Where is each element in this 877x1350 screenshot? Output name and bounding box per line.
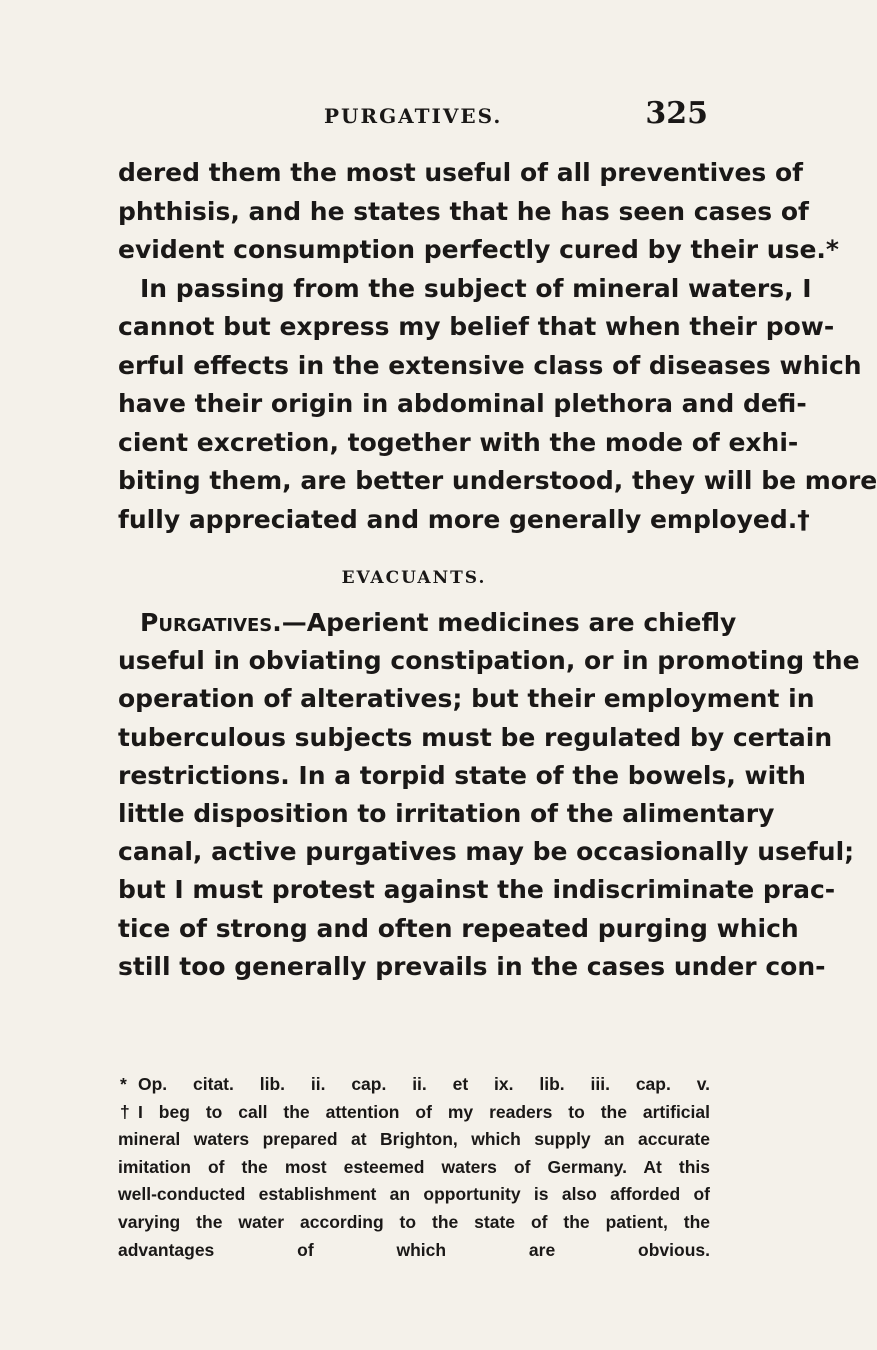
- page-number: 325: [645, 96, 708, 131]
- footnotes: [118, 1071, 710, 1264]
- text-line: tice of strong and often repeated purging which: [118, 913, 799, 943]
- footnote-text: I beg to call the attention of my readers to the artificial: [138, 1101, 710, 1122]
- text-line-rest: —Aperient medicines are chiefly: [281, 608, 737, 637]
- running-head: PURGATIVES.: [324, 104, 503, 128]
- text-line: canal, active purgatives may be occasionally useful;: [118, 837, 855, 867]
- page-header: [118, 96, 708, 136]
- text-line: fully appreciated and more generally employed.†: [118, 504, 810, 534]
- text-line: phthisis, and he states that he has seen cases of: [118, 196, 809, 226]
- footnote-1: [118, 1071, 710, 1099]
- text-line: tuberculous subjects must be regulated by certain: [118, 722, 833, 752]
- text-line: have their origin in abdominal plethora and defi-: [118, 389, 807, 418]
- text-line: little disposition to irritation of the alimentary: [118, 799, 775, 829]
- footnote-mark: †: [120, 1101, 130, 1122]
- text-line: cannot but express my belief that when their pow-: [118, 312, 835, 341]
- footnote-2-line: varying the water according to the state of the patient, the: [118, 1211, 710, 1232]
- text-line: still too generally prevails in the cases under con-: [118, 951, 826, 981]
- footnote-text: Op. citat. lib. ii. cap. ii. et ix. lib. iii. cap. v.: [138, 1074, 710, 1094]
- text-line: cient excretion, together with the mode of exhi-: [118, 427, 799, 457]
- footnote-2-line: advantages of which are obvious.: [118, 1239, 710, 1260]
- footnote-2-line: imitation of the most esteemed waters of Germany. At this: [118, 1156, 710, 1177]
- text-line: biting them, are better understood, they will be more: [118, 466, 877, 495]
- text-line: operation of alteratives; but their employment in: [118, 684, 815, 714]
- main-text-top: [118, 154, 877, 539]
- section-heading: EVACUANTS.: [341, 568, 487, 588]
- text-line: In passing from the subject of mineral waters, I: [140, 273, 812, 303]
- text-line: restrictions. In a torpid state of the bowels, with: [118, 760, 806, 790]
- footnote-2-line: mineral waters prepared at Brighton, which supply an accurate: [118, 1129, 710, 1150]
- text-line: evident consumption perfectly cured by their use.*: [118, 235, 839, 264]
- footnote-2-line: well-conducted establishment an opportunity is also afforded of: [118, 1184, 710, 1205]
- text-line: dered them the most useful of all preventives of: [118, 158, 804, 187]
- footnote-2-line: [118, 1099, 710, 1127]
- section-lead: Purgatives.: [140, 608, 282, 637]
- main-text-bottom: [118, 604, 860, 986]
- text-line: useful in obviating constipation, or in promoting the: [118, 646, 860, 676]
- footnote-mark: *: [120, 1074, 127, 1094]
- text-line: erful effects in the extensive class of diseases which: [118, 350, 862, 380]
- text-line: [118, 604, 737, 642]
- text-line: but I must protest against the indiscriminate prac-: [118, 875, 836, 905]
